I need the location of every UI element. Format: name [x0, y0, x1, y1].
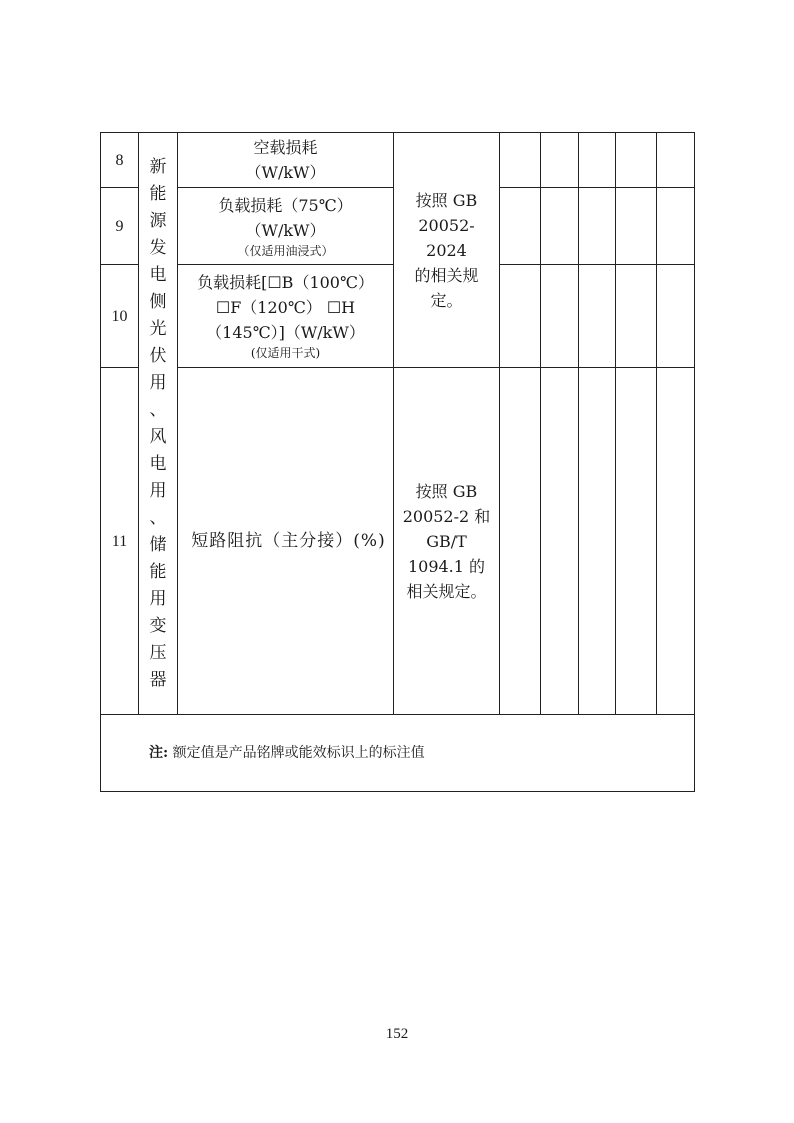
blank-cell [579, 368, 616, 715]
item-unit: （W/kW） [245, 163, 326, 182]
item-cell [178, 368, 394, 715]
standard-line: 相关规定。 [406, 581, 487, 601]
blank-cell [579, 188, 616, 265]
row-number: 10 [101, 265, 139, 368]
row-number: 11 [101, 368, 139, 715]
note-label: 注: [149, 744, 169, 761]
item-unit: （W/kW） [245, 220, 326, 240]
blank-cell [541, 368, 579, 715]
blank-cell [541, 188, 579, 265]
blank-cell [657, 188, 695, 265]
item-name: 短路阻抗（主分接）(%) [191, 530, 386, 551]
blank-cell [500, 368, 541, 715]
blank-cell [616, 188, 657, 265]
blank-cell [616, 368, 657, 715]
item-name: 负载损耗（75℃） [218, 195, 353, 215]
blank-cell [579, 133, 616, 188]
row-number: 9 [101, 188, 139, 265]
item-note: （仅适用油浸式） [237, 243, 334, 258]
standard-line: 的相关规 [414, 265, 479, 285]
standard-line: 按照 GB [415, 190, 478, 210]
item-note: (仅适用干式) [250, 346, 321, 360]
item-cell [178, 133, 394, 188]
note-cell [101, 715, 695, 792]
table-row [101, 368, 695, 715]
blank-cell [541, 265, 579, 368]
blank-cell [500, 188, 541, 265]
standard-line: GB/T [426, 531, 467, 551]
blank-cell [657, 265, 695, 368]
standard-line: 按照 GB [415, 481, 478, 501]
spec-table [100, 132, 695, 792]
blank-cell [500, 133, 541, 188]
item-cell [178, 265, 394, 368]
item-cell [178, 188, 394, 265]
blank-cell [500, 265, 541, 368]
table-row [101, 133, 695, 188]
standard-line: 20052-2 和 [402, 506, 491, 526]
blank-cell [579, 265, 616, 368]
standard-line: 1094.1 的 [407, 556, 486, 576]
standard-line: 定。 [430, 290, 463, 310]
item-name: ☐F（120℃） ☐H [215, 298, 356, 317]
blank-cell [616, 133, 657, 188]
note-text: 额定值是产品铭牌或能效标识上的标注值 [172, 744, 425, 761]
category-cell [139, 133, 178, 715]
item-name: 负载损耗[☐B（100℃） [197, 273, 374, 292]
note-row [101, 715, 695, 792]
standard-cell [394, 133, 500, 368]
blank-cell [616, 265, 657, 368]
blank-cell [657, 368, 695, 715]
row-number: 8 [101, 133, 139, 188]
page-number: 152 [385, 1026, 409, 1042]
item-name: 空载损耗 [253, 138, 318, 157]
category-label: 新 能 源 发 电 侧 光 伏 用 、 风 电 用 、 储 能 用 变 压 器 [149, 156, 167, 690]
item-unit: （145℃）]（W/kW） [206, 323, 365, 342]
standard-line: 20052-2024 [418, 215, 475, 260]
standard-cell [394, 368, 500, 715]
blank-cell [541, 133, 579, 188]
blank-cell [657, 133, 695, 188]
